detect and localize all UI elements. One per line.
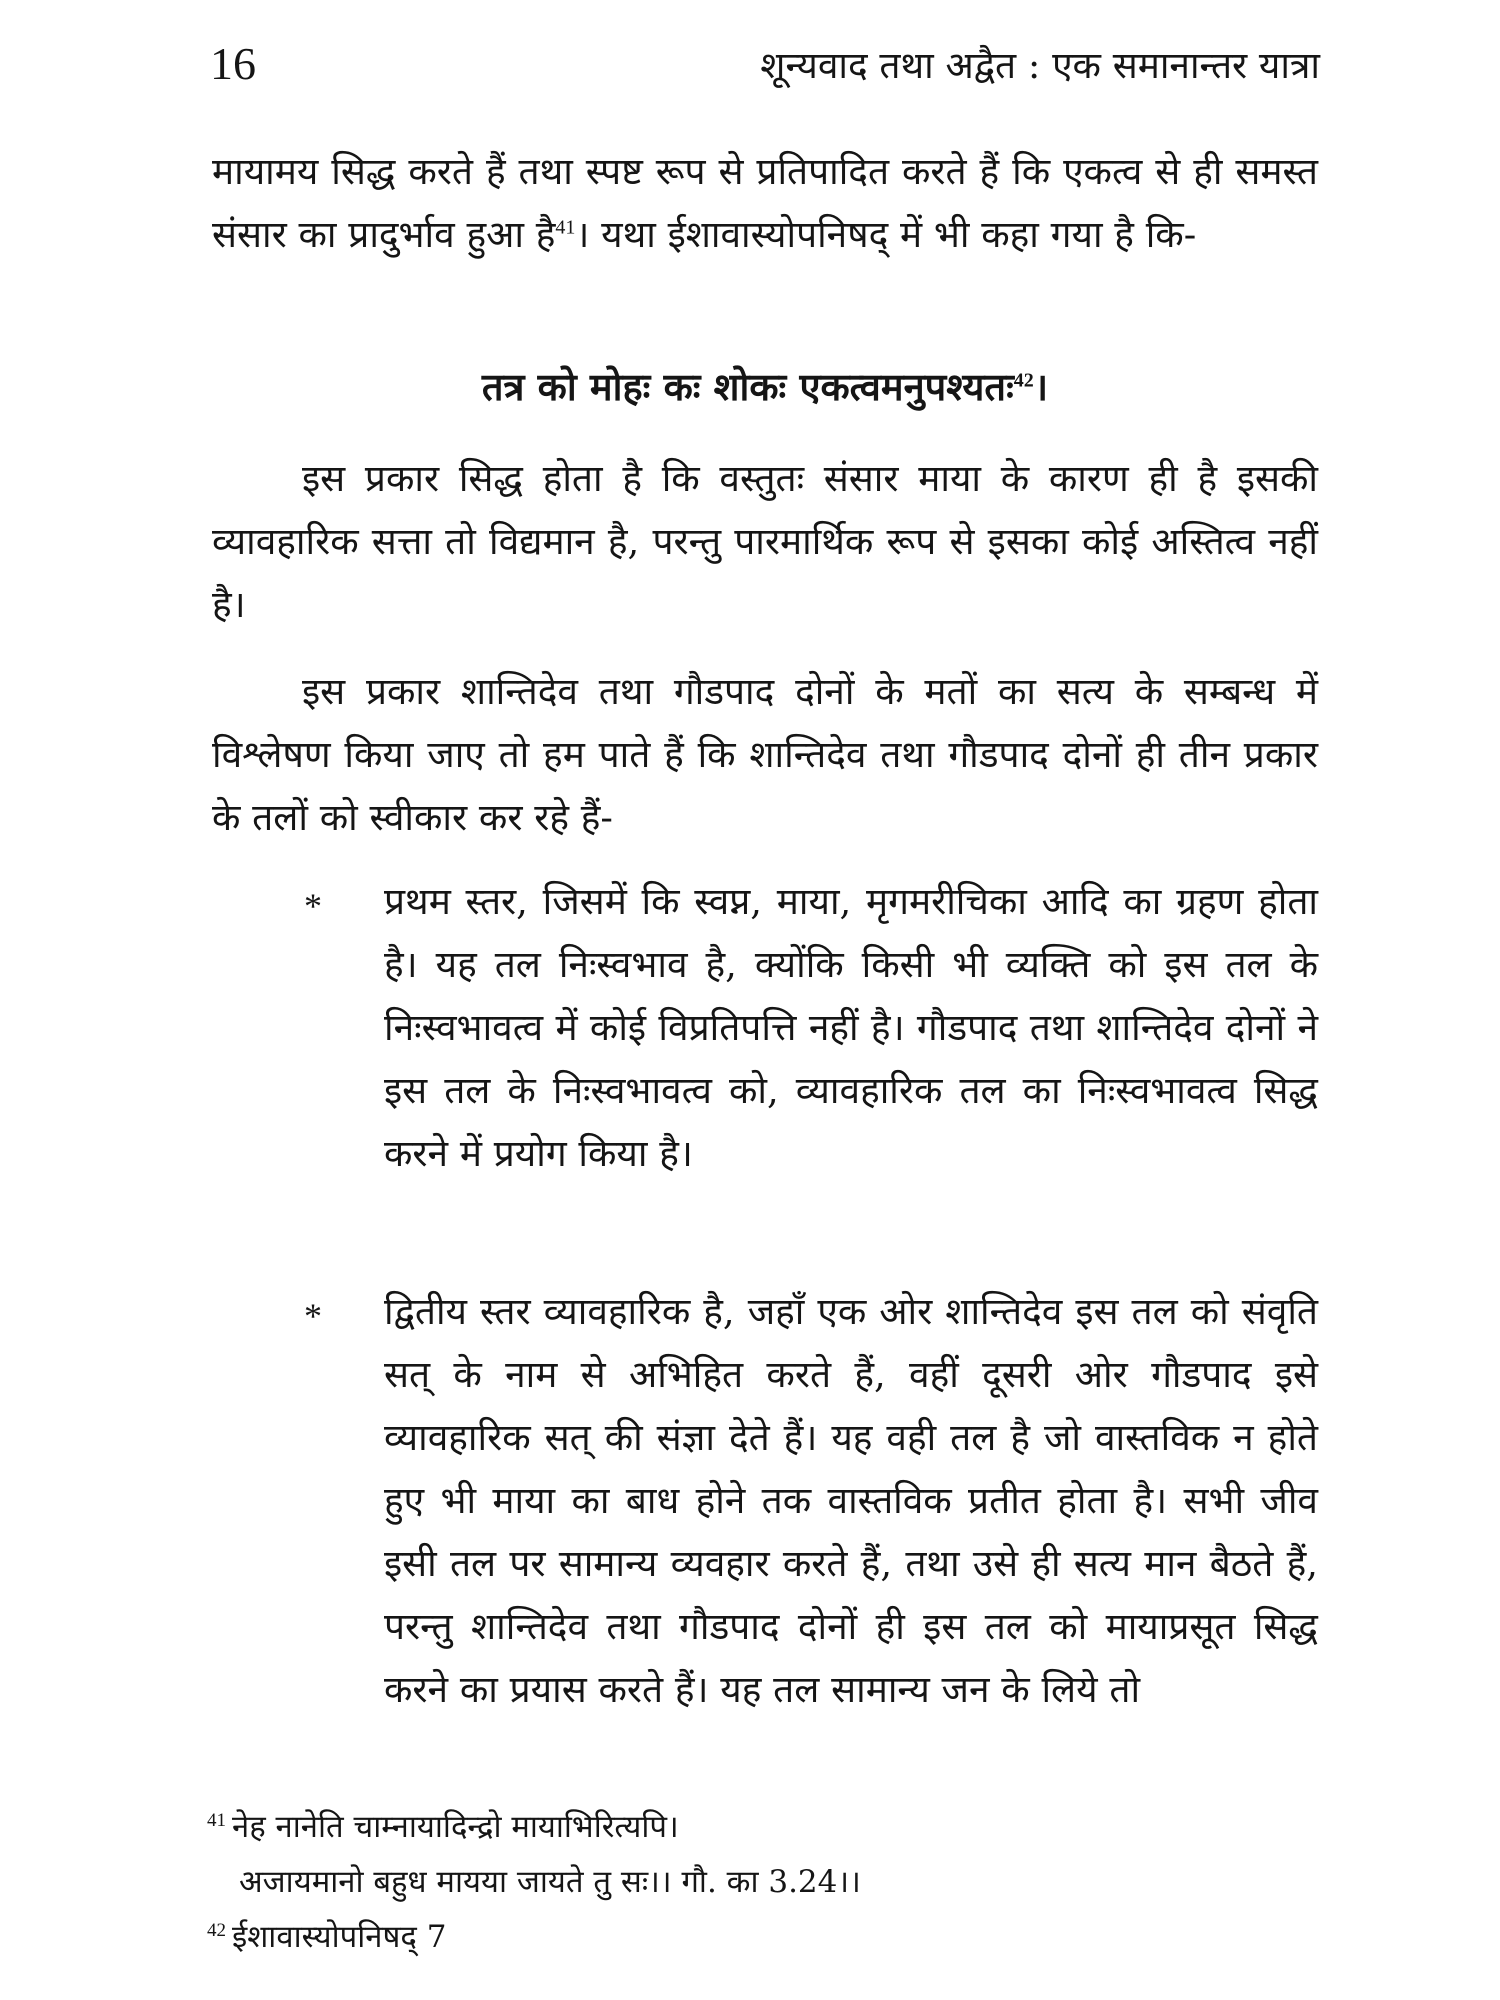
list-item-text: द्वितीय स्तर व्यावहारिक है, जहाँ एक ओर शान्तिदेव इस तल को संवृति सत् के नाम से अभिहित करते हैं, वहीं दूसरी ओर गौडपाद इसे व्यावहारिक सत् की संज्ञा देते हैं। यह वही तल है जो वास्तविक न होते हुए भी माया का बाध होने तक वास्तविक प्रतीत होता है। सभी जीव इसी तल पर सामान्य व्यवहार करते हैं, तथा उसे ही सत्य मान बैठते हैं, परन्तु शान्तिदेव तथा गौडपाद दोनों ही इस तल को मायाप्रसूत सिद्ध करने का प्रयास करते हैं। यह तल सामान्य जन के लिये तो: [384, 1290, 1318, 1711]
paragraph-3: इस प्रकार शान्तिदेव तथा गौडपाद दोनों के मतों का सत्य के सम्बन्ध में विश्लेषण किया जाए तो हम पाते हैं कि शान्तिदेव तथा गौडपाद दोनों ही तीन प्रकार के तलों को स्वीकार कर रहे हैं-: [212, 670, 1318, 839]
footnote-number: 42: [207, 1919, 226, 1941]
footnote-ref-41[interactable]: 41: [555, 216, 576, 239]
asterisk-bullet: *: [304, 1296, 322, 1336]
footnote-ref-42[interactable]: 42: [1013, 369, 1034, 392]
running-title: शून्यवाद तथा अद्वैत : एक समानान्तर यात्रा: [760, 44, 1320, 87]
asterisk-bullet: *: [304, 886, 322, 926]
paragraph-1-text: मायामय सिद्ध करते हैं तथा स्पष्ट रूप से प्रतिपादित करते हैं कि एकत्व से ही समस्त संसार का प्रादुर्भाव हुआ है: [212, 150, 1318, 256]
paragraph-1-text-after: । यथा ईशावास्योपनिषद् में भी कहा गया है कि-: [575, 213, 1197, 256]
footnote-text: ईशावास्योपनिषद् 7: [232, 1919, 447, 1955]
list-item-text: प्रथम स्तर, जिसमें कि स्वप्न, माया, मृगमरीचिका आदि का ग्रहण होता है। यह तल निःस्वभाव है, क्योंकि किसी भी व्यक्ति को इस तल के निःस्वभावत्व में कोई विप्रतिपत्ति नहीं है। गौडपाद तथा शान्तिदेव दोनों ने इस तल के निःस्वभावत्व को, व्यावहारिक तल का निःस्वभावत्व सिद्ध करने में प्रयोग किया है।: [384, 880, 1318, 1175]
page-number: 16: [210, 38, 256, 89]
footnote-41: [207, 1800, 1307, 1855]
verse-end: ।: [1033, 364, 1049, 409]
footnotes: [207, 1800, 1307, 1965]
verse-text: तत्र को मोहः कः शोकः एकत्वमनुपश्यतः: [481, 364, 1014, 409]
sanskrit-verse: [212, 357, 1318, 417]
footnote-text: नेह नानेति चाम्नायादिन्द्रो मायाभिरित्यपि।: [232, 1809, 679, 1845]
footnote-42: [207, 1910, 1307, 1965]
paragraph-2: इस प्रकार सिद्ध होता है कि वस्तुतः संसार माया के कारण ही है इसकी व्यावहारिक सत्ता तो विद्यमान है, परन्तु पारमार्थिक रूप से इसका कोई अस्तित्व नहीं है।: [212, 457, 1318, 626]
footnote-41-continuation: अजायमानो बहुध मायया जायते तु सः।। गौ. का 3.24।।: [239, 1864, 861, 1900]
footnote-number: 41: [207, 1809, 226, 1831]
paragraph-1: [212, 140, 1318, 266]
page-header: [210, 30, 1320, 100]
